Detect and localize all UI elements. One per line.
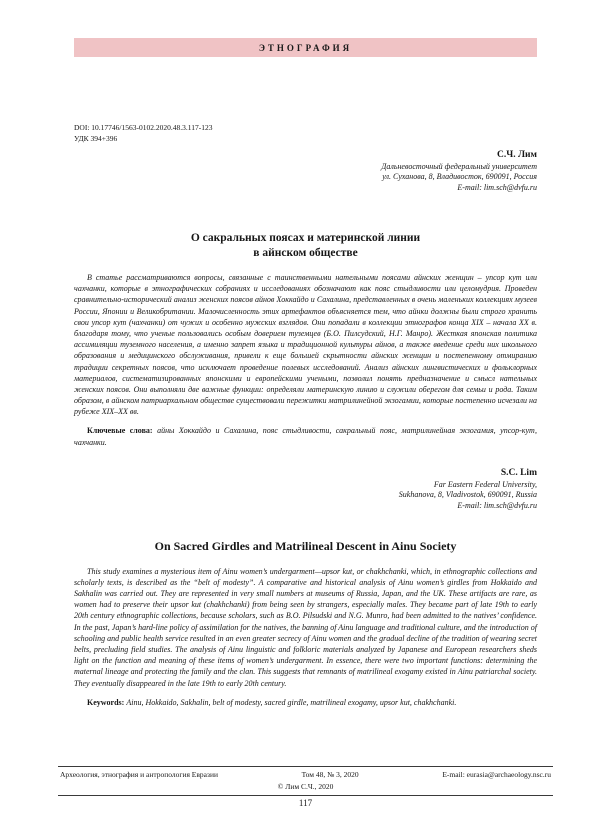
journal-footer — [58, 766, 553, 796]
footer-journal-title: Археология, этнография и антропология Евразии — [60, 770, 218, 779]
section-banner-label: ЭТНОГРАФИЯ — [258, 42, 353, 53]
author-block-ru — [74, 150, 537, 193]
keywords-label-en: Keywords: — [87, 697, 125, 707]
page-content — [74, 57, 537, 708]
affiliation-en: Far Eastern Federal University, — [433, 479, 537, 489]
section-banner — [74, 38, 537, 57]
footer-volume: Том 48, № 3, 2020 — [301, 770, 359, 779]
footer-row — [60, 770, 551, 780]
footer-copyright: © Лим С.Ч., 2020 — [277, 782, 334, 792]
abstract-en: This study examines a mysterious item of Ainu women’s undergarment—upsor kut, or chakhchanki, which, in ethnographic collections and scholarly texts, is described as the “belt of modesty”. A comparative and historical analysis of Ainu women’s girdles from Hokkaido and Sakhalin was carried out. They are represented in very small numbers at museums of Russia, Japan, and the UK. These artifacts are rare, as women had to preserve their upsor kut (chakhchanki) from being seen by strangers, especially males. They became part of late 19th to early 20th century ethnographic collections, because scholars, such as B.O. Pilsudski and N.G. Munro, had been admitted to the natives’ confidence. In the past, Japan’s hard-line policy of assimilation for the natives, the banning of Ainu language and traditional culture, and the introduction of schooling and public health service resulted in an even greater secrecy of Ainu women and the gradual decline of the tradition of wearing secret belts, precluding field studies. The analysis of Ainu linguistic and folkloric materials analyzed by Japanese and European researchers sheds light on the function and meaning of these items of women’s undergarment. In essence, there were two important functions: determining the maternal lineage and protecting the family and the clan. This suggests that remnants of matrilineal exogamy existed in Ainu patriarchal society. They eventually disappeared in the late 19th to early 20th century. — [74, 566, 538, 688]
footer-email: E-mail: eurasia@archaeology.nsc.ru — [442, 770, 551, 779]
article-title-ru-line2: в айнском обществе — [253, 247, 358, 260]
page-number: 117 — [298, 798, 313, 808]
affiliation-ru: Дальневосточный федеральный университет — [381, 162, 537, 171]
author-affiliation-block-ru — [74, 162, 537, 193]
article-title-ru-line1: О сакральных поясах и материнской линии — [190, 232, 421, 245]
author-name-en: S.C. Lim — [500, 467, 537, 478]
article-meta — [74, 123, 537, 144]
address-en: Sukhanova, 8, Vladivostok, 690091, Russia — [398, 490, 537, 500]
keywords-en — [74, 697, 537, 708]
author-block-en — [74, 468, 537, 511]
article-title-en: On Sacred Girdles and Matrilineal Descent in Ainu Society — [154, 539, 457, 554]
keywords-text-en: Ainu, Hokkaido, Sakhalin, belt of modesty, sacred girdle, matrilineal exogamy, upsor kut, chakhchanki. — [126, 697, 457, 707]
udk-text: УДК 394+396 — [74, 133, 118, 143]
doi-text: DOI: 10.17746/1563-0102.2020.48.3.117-123 — [74, 123, 213, 132]
keywords-ru — [74, 425, 537, 447]
email-ru: E-mail: lim.sch@dvfu.ru — [457, 182, 537, 192]
keywords-label-ru: Ключевые слова: — [87, 426, 153, 436]
article-title-ru — [74, 231, 537, 261]
author-affiliation-block-en — [74, 480, 537, 511]
address-ru: ул. Суханова, 8, Владивосток, 690091, Россия — [382, 172, 537, 182]
email-en: E-mail: lim.sch@dvfu.ru — [457, 500, 537, 510]
abstract-ru: В статье рассматриваются вопросы, связанные с таинственными нательными поясами айнских женщин – упсор кут или чахчанки, которые в этнографических собраниях и исследованиях обозначают как пояс стыдливости или целомудрия. Проведен сравнительно-исторический анализ женских поясов айнов Хоккайдо и Сахалина, представленных в очень маленьких коллекциях музеев России, Японии и Великобритании. Малочисленность этих артефактов объясняется тем, что айнки должны были строго хранить свои упсор кут (чахчанки) от чужих и особенно мужских взглядов. Они попадали в коллекции этнографов конца XIX – начала XX в. благодаря тому, что ученые пользовались особым доверием туземцев (Б.О. Пилсудский, Н.Г. Манро). Жесткая японская политика ассимиляции туземного населения, а именно запрет языка и традиционной культуры айнов, а также введение среди них школьного образования и медицинского обслуживания, привели к еще большей скрытности айнских женщин и постепенному отмиранию традиции секретных поясов, что исключает проведение полевых исследований. Анализ айнских лингвистических и фольклорных материалов, систематизированных японскими и европейскими учеными, позволил понять предназначение и смысл нательных женских поясов. Они выполняли две важные функции: определяли материнскую линию и служили оберегом для семьи и рода. Таким образом, в айнском патриархальном обществе существовали пережитки матрилинейной экзогамии, которые постепенно исчезали на рубеже XIX–XX вв. — [74, 273, 537, 417]
author-name-ru: С.Ч. Лим — [497, 150, 537, 160]
keywords-text-ru: айны Хоккайдо и Сахалина, пояс стыдливости, сакральный пояс, матрилинейная экзогамия, упсор-кут, чахчанки. — [74, 426, 537, 447]
